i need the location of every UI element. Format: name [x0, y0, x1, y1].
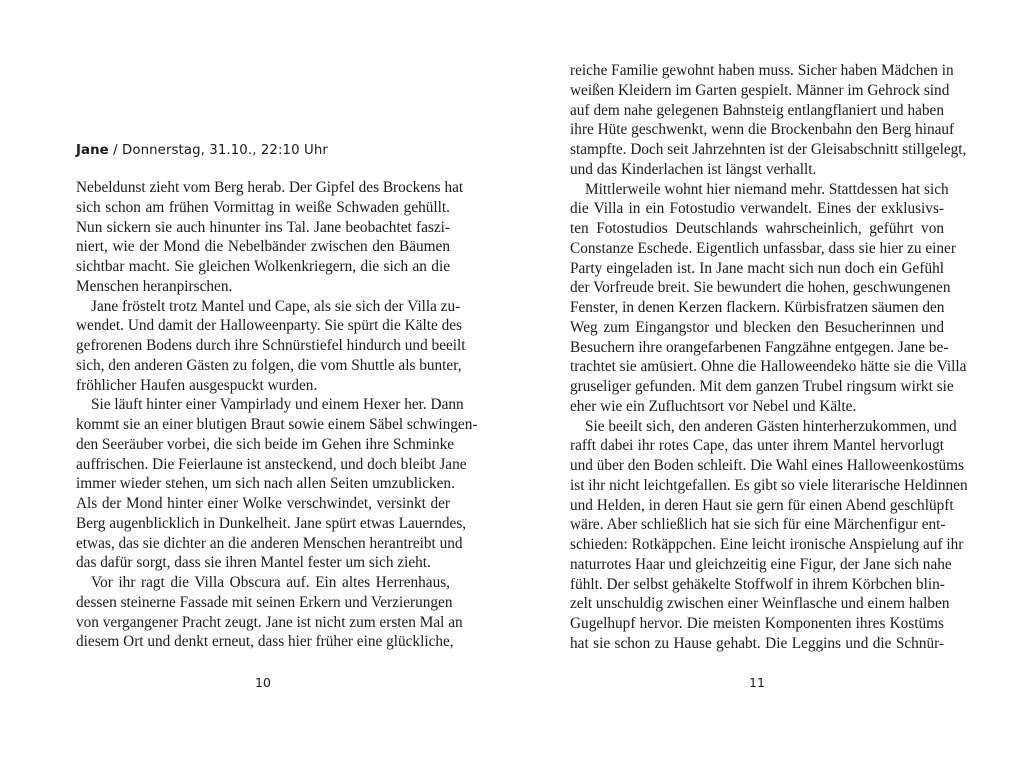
text-line: Party eingeladen ist. In Jane macht sich nun doch ein Gefühl — [570, 259, 944, 277]
left-page — [76, 0, 478, 772]
text-line: Berg augenblicklich in Dunkelheit. Jane spürt etwas Lauerndes, — [76, 514, 467, 532]
text-line: wäre. Aber schließlich hat sie sich für eine Märchenfigur ent- — [570, 516, 946, 534]
text-line: und über den Boden schleift. Die Wahl eines Halloweenkostüms — [570, 457, 964, 474]
text-line: rafft dabei ihr rotes Cape, das unter ihrem Mantel hervorlugt — [570, 437, 944, 455]
page-number: 11 — [749, 675, 765, 690]
text-line: Jane fröstelt trotz Mantel und Cape, als sie sich der Villa zu- — [91, 297, 461, 315]
text-line: von vergangener Pracht zeugt. Jane ist nicht zum ersten Mal an — [76, 613, 463, 631]
text-line: niert, wie der Mond die Nebelbänder zwischen den Bäumen — [76, 238, 450, 256]
text-line: und das Kinderlachen ist längst verhallt. — [570, 160, 817, 178]
text-line: Sie läuft hinter einer Vampirlady und einem Hexer her. Dann — [91, 396, 464, 414]
text-line: gefrorenen Bodens durch ihre Schnürstiefel hindurch und beeilt — [76, 337, 466, 354]
chapter-heading-date: / Donnerstag, 31.10., 22:10 Uhr — [108, 143, 328, 158]
text-line: dessen steinerne Fassade mit seinen Erkern und Verzierungen — [76, 593, 453, 611]
text-line: Besuchern ihre orangefarbenen Fangzähne entgegen. Jane be- — [570, 338, 949, 356]
text-line: Fenster, in denen Kerzen flackern. Kürbisfratzen säumen den — [570, 299, 945, 316]
text-line: den Seeräuber vorbei, die sich beide im Gehen ihre Schminke — [76, 435, 455, 453]
chapter-heading — [76, 141, 328, 161]
chapter-heading-name: Jane — [76, 143, 109, 158]
text-line: stampfte. Doch seit Jahrzehnten ist der Gleisabschnitt stillgelegt, — [570, 141, 967, 158]
text-line: fühlt. Der selbst gehäkelte Stoffwolf in ihrem Körbchen blin- — [570, 575, 945, 593]
text-line: trachtet sie amüsiert. Ohne die Halloweendeko hätte sie die Villa — [570, 358, 967, 376]
text-line: schieden: Rotkäppchen. Eine leicht ironische Anspielung auf ihr — [570, 536, 964, 553]
text-line: die Villa in ein Fotostudio verwandelt. Eines der exklusivs- — [570, 200, 944, 218]
text-line: fröhlicher Haufen ausgespuckt wurden. — [76, 376, 318, 394]
text-line: auffrischen. Die Feierlaune ist ansteckend, und doch bleibt Jane — [76, 455, 467, 473]
text-line: reiche Familie gewohnt haben muss. Sicher haben Mädchen in — [570, 62, 954, 79]
text-line: Mittlerweile wohnt hier niemand mehr. Stattdessen hat sich — [585, 180, 949, 198]
text-line: und Helden, in deren Haut sie gern für einen Abend geschlüpft — [570, 496, 954, 514]
text-line: Vor ihr ragt die Villa Obscura auf. Ein altes Herrenhaus, — [91, 574, 450, 591]
text-line: eher wie ein Zufluchtsort vor Nebel und Kälte. — [570, 397, 857, 415]
text-line: immer wieder stehen, um sich nach allen Seiten umzublicken. — [76, 475, 455, 493]
text-line: gruseliger gefunden. Mit dem ganzen Trubel ringsum wirkt sie — [570, 378, 954, 395]
text-line: ihre Hüte geschwenkt, wenn die Brockenbahn den Berg hinauf — [570, 121, 955, 139]
right-page — [570, 0, 968, 772]
text-line: Als der Mond hinter einer Wolke verschwindet, versinkt der — [76, 495, 450, 512]
text-line: Constanze Eschede. Eigentlich unfassbar, dass sie hier zu einer — [570, 239, 956, 257]
left-page-text — [76, 178, 478, 652]
text-line: der Vorfreude breit. Sie bewundert die hohen, geschwungenen — [570, 279, 951, 297]
text-line: kommt sie an einer blutigen Braut sowie einem Säbel schwingen- — [76, 416, 478, 433]
page-number: 10 — [255, 675, 271, 690]
text-line: hat sie schon zu Hause gehabt. Die Leggins und die Schnür- — [570, 634, 944, 652]
text-line: sich, den anderen Gästen zu folgen, die vom Shuttle als bunter, — [76, 356, 462, 374]
text-line: diesem Ort und denkt erneut, dass hier früher eine glückliche, — [76, 633, 454, 651]
text-line: das dafür sorgt, dass sie ihren Mantel fester um sich zieht. — [76, 554, 431, 572]
text-line: zelt unschuldig zwischen einer Weinflasche und einem halben — [570, 595, 950, 613]
text-line: etwas, das sie dichter an die anderen Menschen herantreibt und — [76, 534, 463, 552]
text-line: Gugelhupf hervor. Die meisten Komponenten ihres Kostüms — [570, 615, 944, 632]
text-line: naturrotes Haar und gleichzeitig eine Figur, der Jane sich nahe — [570, 555, 952, 573]
text-line: ten Fotostudios Deutschlands wahrscheinlich, geführt von — [570, 220, 944, 237]
text-line: sichtbar macht. Sie gleichen Wolkenkriegern, die sich an die — [76, 258, 450, 275]
text-line: Sie beeilt sich, den anderen Gästen hinterherzukommen, und — [585, 417, 957, 435]
text-line: Weg zum Eingangstor und blecken den Besucherinnen und — [570, 318, 944, 336]
text-line: ist ihr nicht leichtgefallen. Es gibt so viele literarische Heldinnen — [570, 476, 968, 494]
text-line: wendet. Und damit der Halloweenparty. Sie spürt die Kälte des — [76, 317, 462, 335]
text-line: Menschen heranpirschen. — [76, 277, 233, 295]
text-line: sich schon am frühen Vormittag in weiße Schwaden gehüllt. — [76, 198, 450, 216]
text-line: Nebeldunst zieht vom Berg herab. Der Gipfel des Brockens hat — [76, 179, 464, 196]
text-line: Nun sickern sie auch hinunter ins Tal. Jane beobachtet faszi- — [76, 218, 450, 236]
text-line: auf dem nahe gelegenen Bahnsteig entlangflaniert und haben — [570, 101, 944, 119]
text-line: weißen Kleidern im Garten gespielt. Männer im Gehrock sind — [570, 81, 950, 99]
right-page-text — [570, 61, 968, 654]
